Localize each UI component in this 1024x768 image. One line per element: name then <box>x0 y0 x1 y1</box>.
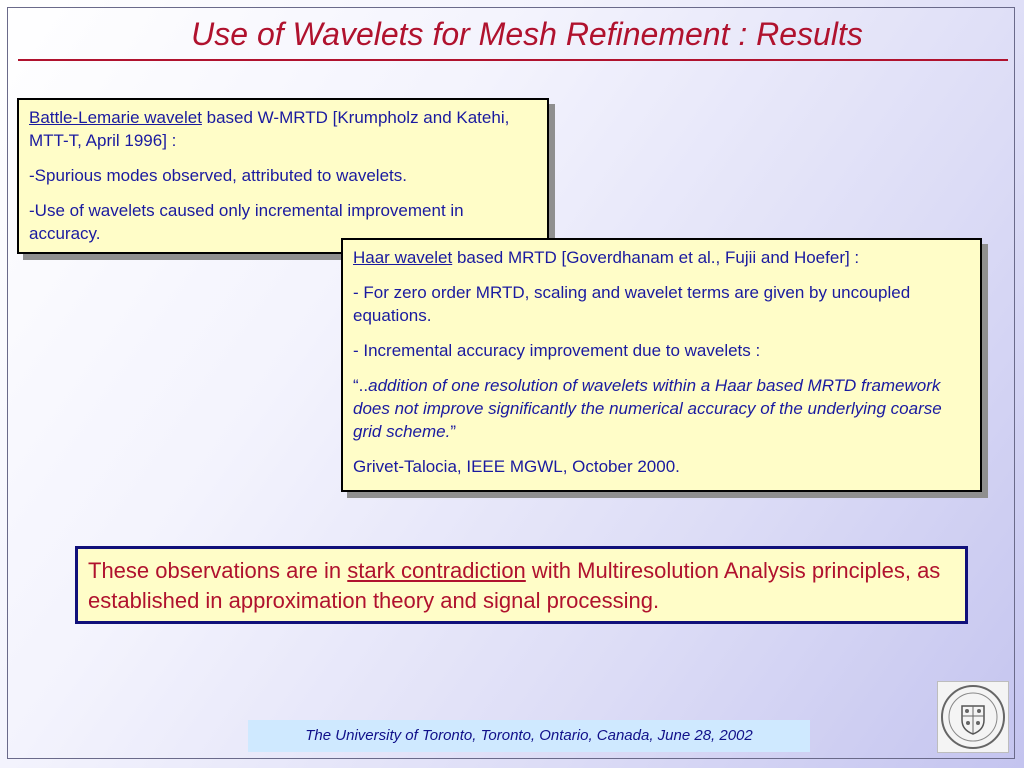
box2-intro <box>353 246 970 269</box>
battle-lemarie-link[interactable]: Battle-Lemarie wavelet <box>29 108 202 127</box>
title-underline <box>18 59 1008 61</box>
quote-text: addition of one resolution of wavelets within a Haar based MRTD framework does not improve significantly the numerical accuracy of the underlying coarse grid scheme. <box>353 376 942 441</box>
box2-bullet-2: - Incremental accuracy improvement due to wavelets : <box>353 341 761 360</box>
box2-bullet-1: - For zero order MRTD, scaling and wavelet terms are given by uncoupled equations. <box>353 283 911 325</box>
box2-intro-text: based MRTD [Goverdhanam et al., Fujii and Hoefer] : <box>452 248 860 267</box>
battle-lemarie-box <box>17 98 549 254</box>
box2-citation: Grivet-Talocia, IEEE MGWL, October 2000. <box>353 457 680 476</box>
contradiction-box <box>75 546 968 624</box>
footer-banner: The University of Toronto, Toronto, Ontario, Canada, June 28, 2002 <box>248 720 810 752</box>
haar-wavelet-link[interactable]: Haar wavelet <box>353 248 453 267</box>
stark-contradiction-link[interactable]: stark contradiction <box>347 558 526 583</box>
box1-intro <box>29 106 537 152</box>
contradiction-text-after: with Multiresolution Analysis principles, as established in approximation theory and signal processing. <box>88 558 941 613</box>
slide-title: Use of Wavelets for Mesh Refinement : Results <box>191 16 863 52</box>
contradiction-text-before: These observations are in <box>88 558 348 583</box>
haar-wavelet-box <box>341 238 982 492</box>
box1-bullet-2: -Use of wavelets caused only incremental improvement in accuracy. <box>29 201 464 243</box>
box2-quote <box>353 374 970 443</box>
box1-bullet-1: -Spurious modes observed, attributed to wavelets. <box>29 166 407 185</box>
quote-open-mark: “.. <box>353 376 369 395</box>
quote-close-mark: ” <box>450 422 456 441</box>
university-seal-icon <box>937 681 1009 753</box>
box1-intro-text: based W-MRTD [Krumpholz and Katehi, MTT-T, April 1996] : <box>29 108 510 150</box>
